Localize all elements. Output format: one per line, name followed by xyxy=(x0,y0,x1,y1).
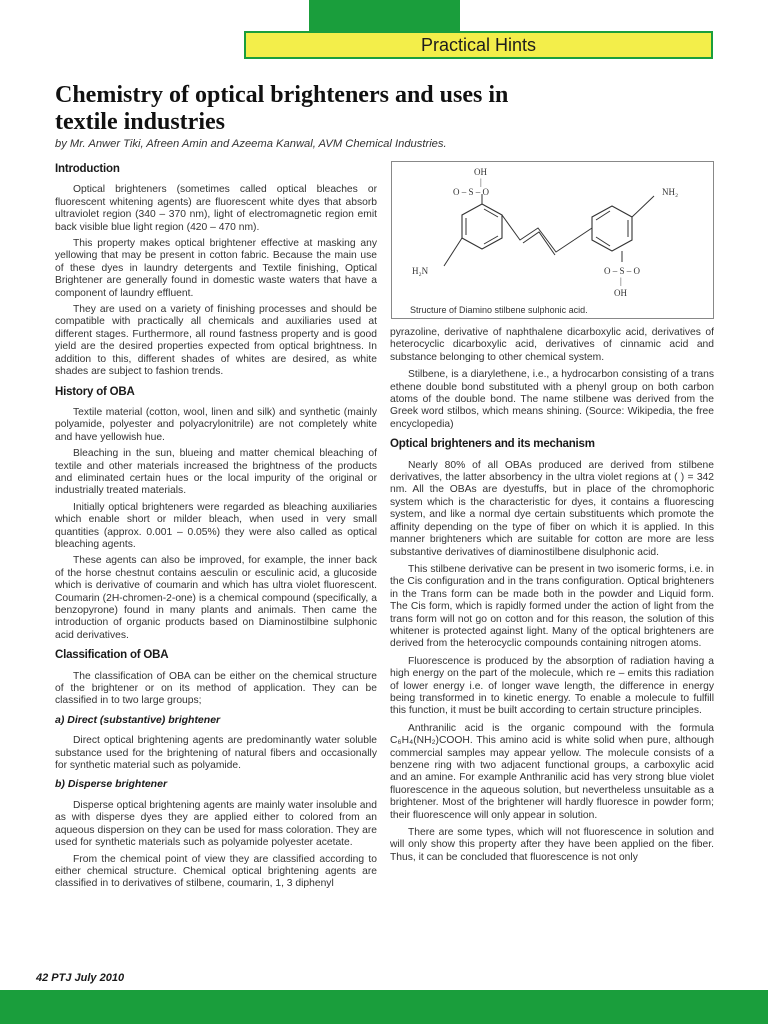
section-badge: Practical Hints xyxy=(244,31,713,59)
bond-label: | xyxy=(620,276,622,286)
page-footer: 42 PTJ July 2010 xyxy=(36,972,125,984)
benzene-ring-left xyxy=(462,204,502,249)
oh-label: OH xyxy=(474,167,487,177)
footer-bar xyxy=(0,990,768,1024)
bond xyxy=(444,238,462,266)
paragraph: Nearly 80% of all OBAs produced are derived from stilbene derivatives, the latter absorbency in the ultra violet regions at ( ) = 342 nm. All the OBAs are dyestuffs, but in place of the chromophoric system which is the characteristic for dyes, it contains a fluorescing system, and like a normal dye certain substituents which promote the affinity depending on the type of fiber on which it is applied. In this manner brighteners which are suitable for cotton are more are less substantive derivatives of diaminostilbene disulphonic acid. xyxy=(390,459,714,558)
left-column xyxy=(55,156,377,895)
history-heading: History of OBA xyxy=(55,385,135,398)
structure-figure xyxy=(391,161,714,319)
paragraph: Optical brighteners (sometimes called optical bleaches or fluorescent whitening agents) are fluorescent white dyes that absorb ultraviolet region (340 – 370 nm), light of electromagnetic region emit back visible blue light region (420 – 470 nm). xyxy=(55,184,377,233)
paragraph: This property makes optical brightener effective at masking any yellowing that may be present in cotton fabric. Because the main use of these dyes in laundry detergents and Textile finishing, Optical Brightener are generally found in domestic waste waters that have a component of laundry effluent. xyxy=(55,238,377,299)
paragraph: Anthranilic acid is the organic compound with the formula C₆H₄(NH₂)COOH. This amino acid is white solid when pure, although commercial samples may appear yellow. The molecule consists of a benzene ring with two adjacent functional groups, a carboxylic acid and an amine. For example Anthranilic acid has very strong blue violet fluorescence in the aqueous solution, but nevertheless unsuitable as a brightener. Most of the brightener will hardly fluoresce in powder form; their fluorescence will only appear in solution. xyxy=(390,722,714,821)
double-bond xyxy=(484,209,498,217)
article-title: Chemistry of optical brighteners and uses in textile industries xyxy=(55,82,509,135)
paragraph: Stilbene, is a diarylethene, i.e., a hydrocarbon consisting of a trans ethene double bond substituted with a phenyl group on both carbon atoms of the double bond. The name stilbene was derived from the Greek word stilbos, which means shining. (Source: Wikipedia, the free encyclopedia) xyxy=(390,369,714,430)
bond xyxy=(574,228,592,240)
introduction-heading: Introduction xyxy=(55,163,120,175)
mechanism-heading: Optical brighteners and its mechanism xyxy=(390,438,595,451)
article-byline: by Mr. Anwer Tiki, Afreen Amin and Azeema Kanwal, AVM Chemical Industries. xyxy=(55,138,447,150)
bond-label: | xyxy=(480,177,482,187)
paragraph: Textile material (cotton, wool, linen and silk) and synthetic (mainly polyamide, polyester and polyacrylonitrile) are not completely white and have yellowish hue. xyxy=(55,406,377,443)
paragraph: There are some types, which will not fluorescence in solution and will only show this property after they have been applied on the fiber. Thus, it can be concluded that fluorescence is not only xyxy=(390,827,714,863)
paragraph: These agents can also be improved, for example, the inner back of the horse chestnut contains aesculin or esculinic acid, a glucoside which is derivative of coumarin and which has ultra violet fluorescent. Coumarin (2H-chromen-2-one) is a chemical compound (specifically, a benzopyrone) found in many plants and animals. Then came the introduction of organic products based on Diaminostilbine sulphonic acid derivatives. xyxy=(55,555,377,641)
benzene-ring-right xyxy=(592,206,632,251)
double-bond xyxy=(596,211,610,220)
paragraph: This stilbene derivative can be present in two isomeric forms, i.e. in the Cis configuration and in the trans configuration. Optical brighteners in the Trans form can be made both in the powder and Liquid form. The Cis form, which is rapidly formed under the action of light from the trans form will not go on cotton and for this reason, the solution of this whitener is protected against light. Many of the optical brighteners are derived from the heterocyclic compounds containing nitrogen atoms. xyxy=(390,563,714,650)
double-bond xyxy=(484,236,498,244)
paragraph: Fluorescence is produced by the absorption of radiation having a high energy on the part of the molecule, which re – emits this radiation of lower energy i.e. of longer wave length, the difference in energy being transformed in to kinetic energy. To enable a molecule to fulfill this function, it must be built according to certain structure principles. xyxy=(390,655,714,717)
header-tab xyxy=(309,0,460,34)
bond xyxy=(632,196,654,217)
paragraph: They are used on a variety of finishing processes and should be compatible with practically all chemicals and auxiliaries used at different stages. Furthermore, all round fastness property and is good yield are the desired properties expected from optical brightness. In addition to this, different shades of whites are desired, as white shades are subject to fashion trends. xyxy=(55,304,377,378)
paragraph: Disperse optical brightening agents are mainly water insoluble and as with disperse dyes they are applied either to colored from an aqueous dispersion on they can be used for mass coloration. They are used for synthetic materials such as polyamide polyester acetate. xyxy=(55,799,377,849)
stilbene-structure-diagram xyxy=(392,162,713,318)
paragraph: pyrazoline, derivative of naphthalene dicarboxylic acid, derivatives of heterocyclic dicarboxylic acid, derivatives of cinnamic acid and substance belonging to other chemical system. xyxy=(390,327,714,363)
paragraph: From the chemical point of view they are classified according to either chemical structure. Chemical optical brightening agents are classified in to derivatives of stilbene, coumarin, 1, 3 diphenyl xyxy=(55,853,377,890)
disperse-brightener-heading: b) Disperse brightener xyxy=(55,778,168,791)
so3-label-top: O – S – O xyxy=(453,187,490,197)
figure-caption: Structure of Diamino stilbene sulphonic acid. xyxy=(410,305,588,315)
nh2-label: NH₂ xyxy=(662,187,679,197)
paragraph: The classification of OBA can be either on the chemical structure of the brightener or on its method of application. They can be classified in to two large groups; xyxy=(55,670,377,707)
oh-label: OH xyxy=(614,288,627,298)
vinyl-bridge xyxy=(502,215,574,252)
paragraph: Bleaching in the sun, blueing and matter chemical bleaching of textile and other materials increased the brightness of the products and eliminated certain hues or the local impurity of the original or industrially treated materials. xyxy=(55,448,377,497)
paragraph: Initially optical brighteners were regarded as bleaching auxiliaries which enable short or milder bleach, when used in very small quantities (approx. 0.001 – 0.05%) they were also called as optical bleaching agents. xyxy=(55,501,377,550)
h2n-label: H₂N xyxy=(412,266,429,276)
paragraph: Direct optical brightening agents are predominantly water soluble substance used for the brightening of natural fibers and occasionally for synthetic material such as polyamide. xyxy=(55,735,377,772)
so3-label-bottom: O – S – O xyxy=(604,266,641,276)
right-column xyxy=(390,327,714,869)
classification-heading: Classification of OBA xyxy=(55,649,169,662)
double-bond xyxy=(596,237,610,246)
direct-brightener-heading: a) Direct (substantive) brightener xyxy=(55,713,221,726)
